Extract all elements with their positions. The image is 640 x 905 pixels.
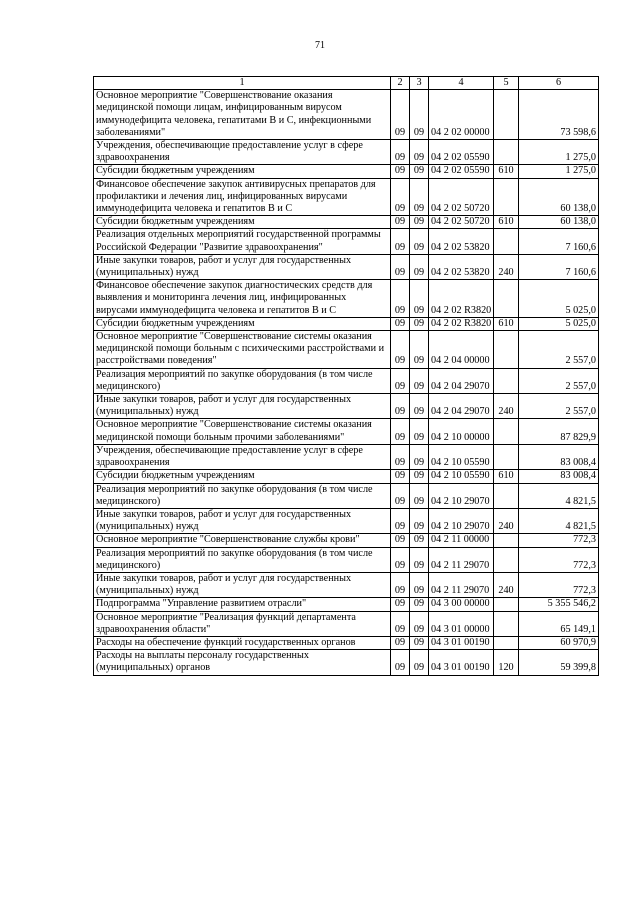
row-expense-type-cell: 240: [494, 394, 519, 419]
row-name-cell: Реализация мероприятий по закупке оборудования (в том числе медицинского): [94, 483, 391, 508]
row-name-cell: Основное мероприятие "Реализация функций департамента здравоохранения области": [94, 611, 391, 636]
row-section-cell: 09: [391, 636, 410, 649]
row-target-code-cell: 04 3 01 00190: [429, 636, 494, 649]
table-body: [94, 90, 599, 675]
row-section-cell: 09: [391, 229, 410, 254]
row-target-code-cell: 04 2 11 29070: [429, 572, 494, 597]
table-row: [94, 178, 599, 216]
row-name-cell: Иные закупки товаров, работ и услуг для государственных (муниципальных) нужд: [94, 572, 391, 597]
row-subsection-cell: 09: [410, 650, 429, 675]
row-expense-type-cell: [494, 598, 519, 611]
row-name-cell: Основное мероприятие "Совершенствование системы оказания медицинской помощи больным прочими заболеваниями": [94, 419, 391, 444]
row-expense-type-cell: [494, 611, 519, 636]
row-target-code-cell: 04 2 11 00000: [429, 534, 494, 547]
row-name-cell: Иные закупки товаров, работ и услуг для государственных (муниципальных) нужд: [94, 254, 391, 279]
row-expense-type-cell: [494, 280, 519, 318]
table-row: [94, 534, 599, 547]
row-name-cell: Субсидии бюджетным учреждениям: [94, 317, 391, 330]
row-section-cell: 09: [391, 650, 410, 675]
row-target-code-cell: 04 2 04 00000: [429, 331, 494, 369]
row-target-code-cell: 04 2 11 29070: [429, 547, 494, 572]
row-name-cell: Подпрограмма "Управление развитием отрасли": [94, 598, 391, 611]
row-section-cell: 09: [391, 444, 410, 469]
table-row: [94, 280, 599, 318]
row-subsection-cell: 09: [410, 611, 429, 636]
row-subsection-cell: 09: [410, 598, 429, 611]
row-amount-cell: 87 829,9: [519, 419, 599, 444]
row-expense-type-cell: [494, 368, 519, 393]
table-row: [94, 254, 599, 279]
row-expense-type-cell: [494, 547, 519, 572]
table-row: [94, 598, 599, 611]
row-name-cell: Финансовое обеспечение закупок диагностических средств для выявления и мониторинга лечения лиц, инфицированных вирусами иммунодефицита человека и гепатитов В и С: [94, 280, 391, 318]
row-section-cell: 09: [391, 534, 410, 547]
row-expense-type-cell: 610: [494, 165, 519, 178]
row-expense-type-cell: [494, 331, 519, 369]
row-target-code-cell: 04 2 02 50720: [429, 178, 494, 216]
row-amount-cell: 772,3: [519, 534, 599, 547]
row-target-code-cell: 04 2 02 53820: [429, 254, 494, 279]
row-expense-type-cell: [494, 90, 519, 140]
row-subsection-cell: 09: [410, 229, 429, 254]
header-col-target-code: 4: [429, 77, 494, 90]
row-section-cell: 09: [391, 483, 410, 508]
table-row: [94, 547, 599, 572]
row-amount-cell: 772,3: [519, 572, 599, 597]
row-target-code-cell: 04 2 02 05590: [429, 140, 494, 165]
row-amount-cell: 2 557,0: [519, 368, 599, 393]
row-amount-cell: 5 355 546,2: [519, 598, 599, 611]
table-row: [94, 650, 599, 675]
table-row: [94, 444, 599, 469]
row-name-cell: Иные закупки товаров, работ и услуг для государственных (муниципальных) нужд: [94, 508, 391, 533]
row-amount-cell: 7 160,6: [519, 229, 599, 254]
table-row: [94, 229, 599, 254]
row-expense-type-cell: 240: [494, 254, 519, 279]
table-row: [94, 90, 599, 140]
row-subsection-cell: 09: [410, 444, 429, 469]
table-row: [94, 331, 599, 369]
row-name-cell: Основное мероприятие "Совершенствование службы крови": [94, 534, 391, 547]
row-expense-type-cell: [494, 636, 519, 649]
row-target-code-cell: 04 2 02 R3820: [429, 280, 494, 318]
row-target-code-cell: 04 2 04 29070: [429, 368, 494, 393]
table-row: [94, 572, 599, 597]
row-amount-cell: 83 008,4: [519, 470, 599, 483]
row-amount-cell: 4 821,5: [519, 508, 599, 533]
row-target-code-cell: 04 3 01 00190: [429, 650, 494, 675]
row-expense-type-cell: [494, 178, 519, 216]
row-name-cell: Учреждения, обеспечивающие предоставление услуг в сфере здравоохранения: [94, 444, 391, 469]
row-amount-cell: 83 008,4: [519, 444, 599, 469]
row-name-cell: Основное мероприятие "Совершенствование системы оказания медицинской помощи больным с психическими расстройствами и расстройствами поведения": [94, 331, 391, 369]
row-target-code-cell: 04 2 02 R3820: [429, 317, 494, 330]
row-expense-type-cell: [494, 444, 519, 469]
row-expense-type-cell: 610: [494, 317, 519, 330]
row-subsection-cell: 09: [410, 419, 429, 444]
row-amount-cell: 2 557,0: [519, 394, 599, 419]
row-subsection-cell: 09: [410, 534, 429, 547]
row-subsection-cell: 09: [410, 394, 429, 419]
row-name-cell: Субсидии бюджетным учреждениям: [94, 216, 391, 229]
row-section-cell: 09: [391, 394, 410, 419]
row-section-cell: 09: [391, 317, 410, 330]
row-target-code-cell: 04 2 02 53820: [429, 229, 494, 254]
row-target-code-cell: 04 2 04 29070: [429, 394, 494, 419]
row-target-code-cell: 04 2 02 05590: [429, 165, 494, 178]
row-subsection-cell: 09: [410, 90, 429, 140]
row-section-cell: 09: [391, 140, 410, 165]
table-row: [94, 140, 599, 165]
row-name-cell: Реализация отдельных мероприятий государственной программы Российской Федерации "Развитие здравоохранения": [94, 229, 391, 254]
row-expense-type-cell: 610: [494, 470, 519, 483]
row-section-cell: 09: [391, 611, 410, 636]
row-expense-type-cell: 610: [494, 216, 519, 229]
row-section-cell: 09: [391, 331, 410, 369]
row-name-cell: Расходы на выплаты персоналу государственных (муниципальных) органов: [94, 650, 391, 675]
table-row: [94, 368, 599, 393]
row-amount-cell: 772,3: [519, 547, 599, 572]
row-section-cell: 09: [391, 419, 410, 444]
row-section-cell: 09: [391, 508, 410, 533]
row-target-code-cell: 04 2 10 05590: [429, 470, 494, 483]
row-section-cell: 09: [391, 254, 410, 279]
header-col-amount: 6: [519, 77, 599, 90]
row-subsection-cell: 09: [410, 470, 429, 483]
row-target-code-cell: 04 3 01 00000: [429, 611, 494, 636]
row-target-code-cell: 04 2 10 29070: [429, 508, 494, 533]
table-row: [94, 419, 599, 444]
header-col-name: 1: [94, 77, 391, 90]
row-amount-cell: 1 275,0: [519, 165, 599, 178]
row-section-cell: 09: [391, 572, 410, 597]
row-amount-cell: 1 275,0: [519, 140, 599, 165]
row-expense-type-cell: 240: [494, 572, 519, 597]
row-target-code-cell: 04 3 00 00000: [429, 598, 494, 611]
row-subsection-cell: 09: [410, 508, 429, 533]
page-number: 71: [315, 40, 325, 51]
row-amount-cell: 60 138,0: [519, 216, 599, 229]
row-name-cell: Иные закупки товаров, работ и услуг для государственных (муниципальных) нужд: [94, 394, 391, 419]
row-amount-cell: 60 138,0: [519, 178, 599, 216]
row-name-cell: Субсидии бюджетным учреждениям: [94, 470, 391, 483]
row-subsection-cell: 09: [410, 254, 429, 279]
row-target-code-cell: 04 2 02 50720: [429, 216, 494, 229]
row-amount-cell: 2 557,0: [519, 331, 599, 369]
table-row: [94, 483, 599, 508]
row-subsection-cell: 09: [410, 331, 429, 369]
row-subsection-cell: 09: [410, 636, 429, 649]
row-section-cell: 09: [391, 216, 410, 229]
row-section-cell: 09: [391, 165, 410, 178]
row-expense-type-cell: [494, 419, 519, 444]
row-amount-cell: 60 970,9: [519, 636, 599, 649]
row-expense-type-cell: [494, 229, 519, 254]
row-subsection-cell: 09: [410, 572, 429, 597]
row-amount-cell: 7 160,6: [519, 254, 599, 279]
row-name-cell: Реализация мероприятий по закупке оборудования (в том числе медицинского): [94, 547, 391, 572]
table-row: [94, 216, 599, 229]
table-row: [94, 611, 599, 636]
row-subsection-cell: 09: [410, 368, 429, 393]
row-subsection-cell: 09: [410, 178, 429, 216]
row-expense-type-cell: [494, 140, 519, 165]
row-expense-type-cell: [494, 483, 519, 508]
row-name-cell: Реализация мероприятий по закупке оборудования (в том числе медицинского): [94, 368, 391, 393]
row-target-code-cell: 04 2 10 00000: [429, 419, 494, 444]
row-section-cell: 09: [391, 547, 410, 572]
table-row: [94, 470, 599, 483]
budget-table: [93, 76, 599, 676]
row-amount-cell: 59 399,8: [519, 650, 599, 675]
row-expense-type-cell: 240: [494, 508, 519, 533]
row-target-code-cell: 04 2 10 05590: [429, 444, 494, 469]
row-expense-type-cell: 120: [494, 650, 519, 675]
row-section-cell: 09: [391, 598, 410, 611]
table-row: [94, 317, 599, 330]
row-subsection-cell: 09: [410, 216, 429, 229]
table-header-row: [94, 77, 599, 90]
table-row: [94, 165, 599, 178]
row-subsection-cell: 09: [410, 280, 429, 318]
row-section-cell: 09: [391, 178, 410, 216]
row-amount-cell: 73 598,6: [519, 90, 599, 140]
table-row: [94, 636, 599, 649]
row-subsection-cell: 09: [410, 483, 429, 508]
row-name-cell: Учреждения, обеспечивающие предоставление услуг в сфере здравоохранения: [94, 140, 391, 165]
row-name-cell: Расходы на обеспечение функций государственных органов: [94, 636, 391, 649]
header-col-expense-type: 5: [494, 77, 519, 90]
row-name-cell: Финансовое обеспечение закупок антивирусных препаратов для профилактики и лечения лиц, инфицированных вирусами иммунодефицита человека и гепатитов В и С: [94, 178, 391, 216]
row-target-code-cell: 04 2 02 00000: [429, 90, 494, 140]
row-amount-cell: 5 025,0: [519, 280, 599, 318]
row-section-cell: 09: [391, 368, 410, 393]
row-subsection-cell: 09: [410, 140, 429, 165]
table-row: [94, 394, 599, 419]
table-row: [94, 508, 599, 533]
header-col-section: 2: [391, 77, 410, 90]
row-name-cell: Субсидии бюджетным учреждениям: [94, 165, 391, 178]
row-target-code-cell: 04 2 10 29070: [429, 483, 494, 508]
row-amount-cell: 4 821,5: [519, 483, 599, 508]
row-name-cell: Основное мероприятие "Совершенствование оказания медицинской помощи лицам, инфицированным вирусом иммунодефицита человека, гепатитами В и С, инфекционными заболеваниями": [94, 90, 391, 140]
row-section-cell: 09: [391, 90, 410, 140]
row-subsection-cell: 09: [410, 317, 429, 330]
row-expense-type-cell: [494, 534, 519, 547]
header-col-subsection: 3: [410, 77, 429, 90]
row-section-cell: 09: [391, 470, 410, 483]
row-section-cell: 09: [391, 280, 410, 318]
row-subsection-cell: 09: [410, 547, 429, 572]
row-amount-cell: 65 149,1: [519, 611, 599, 636]
row-amount-cell: 5 025,0: [519, 317, 599, 330]
row-subsection-cell: 09: [410, 165, 429, 178]
